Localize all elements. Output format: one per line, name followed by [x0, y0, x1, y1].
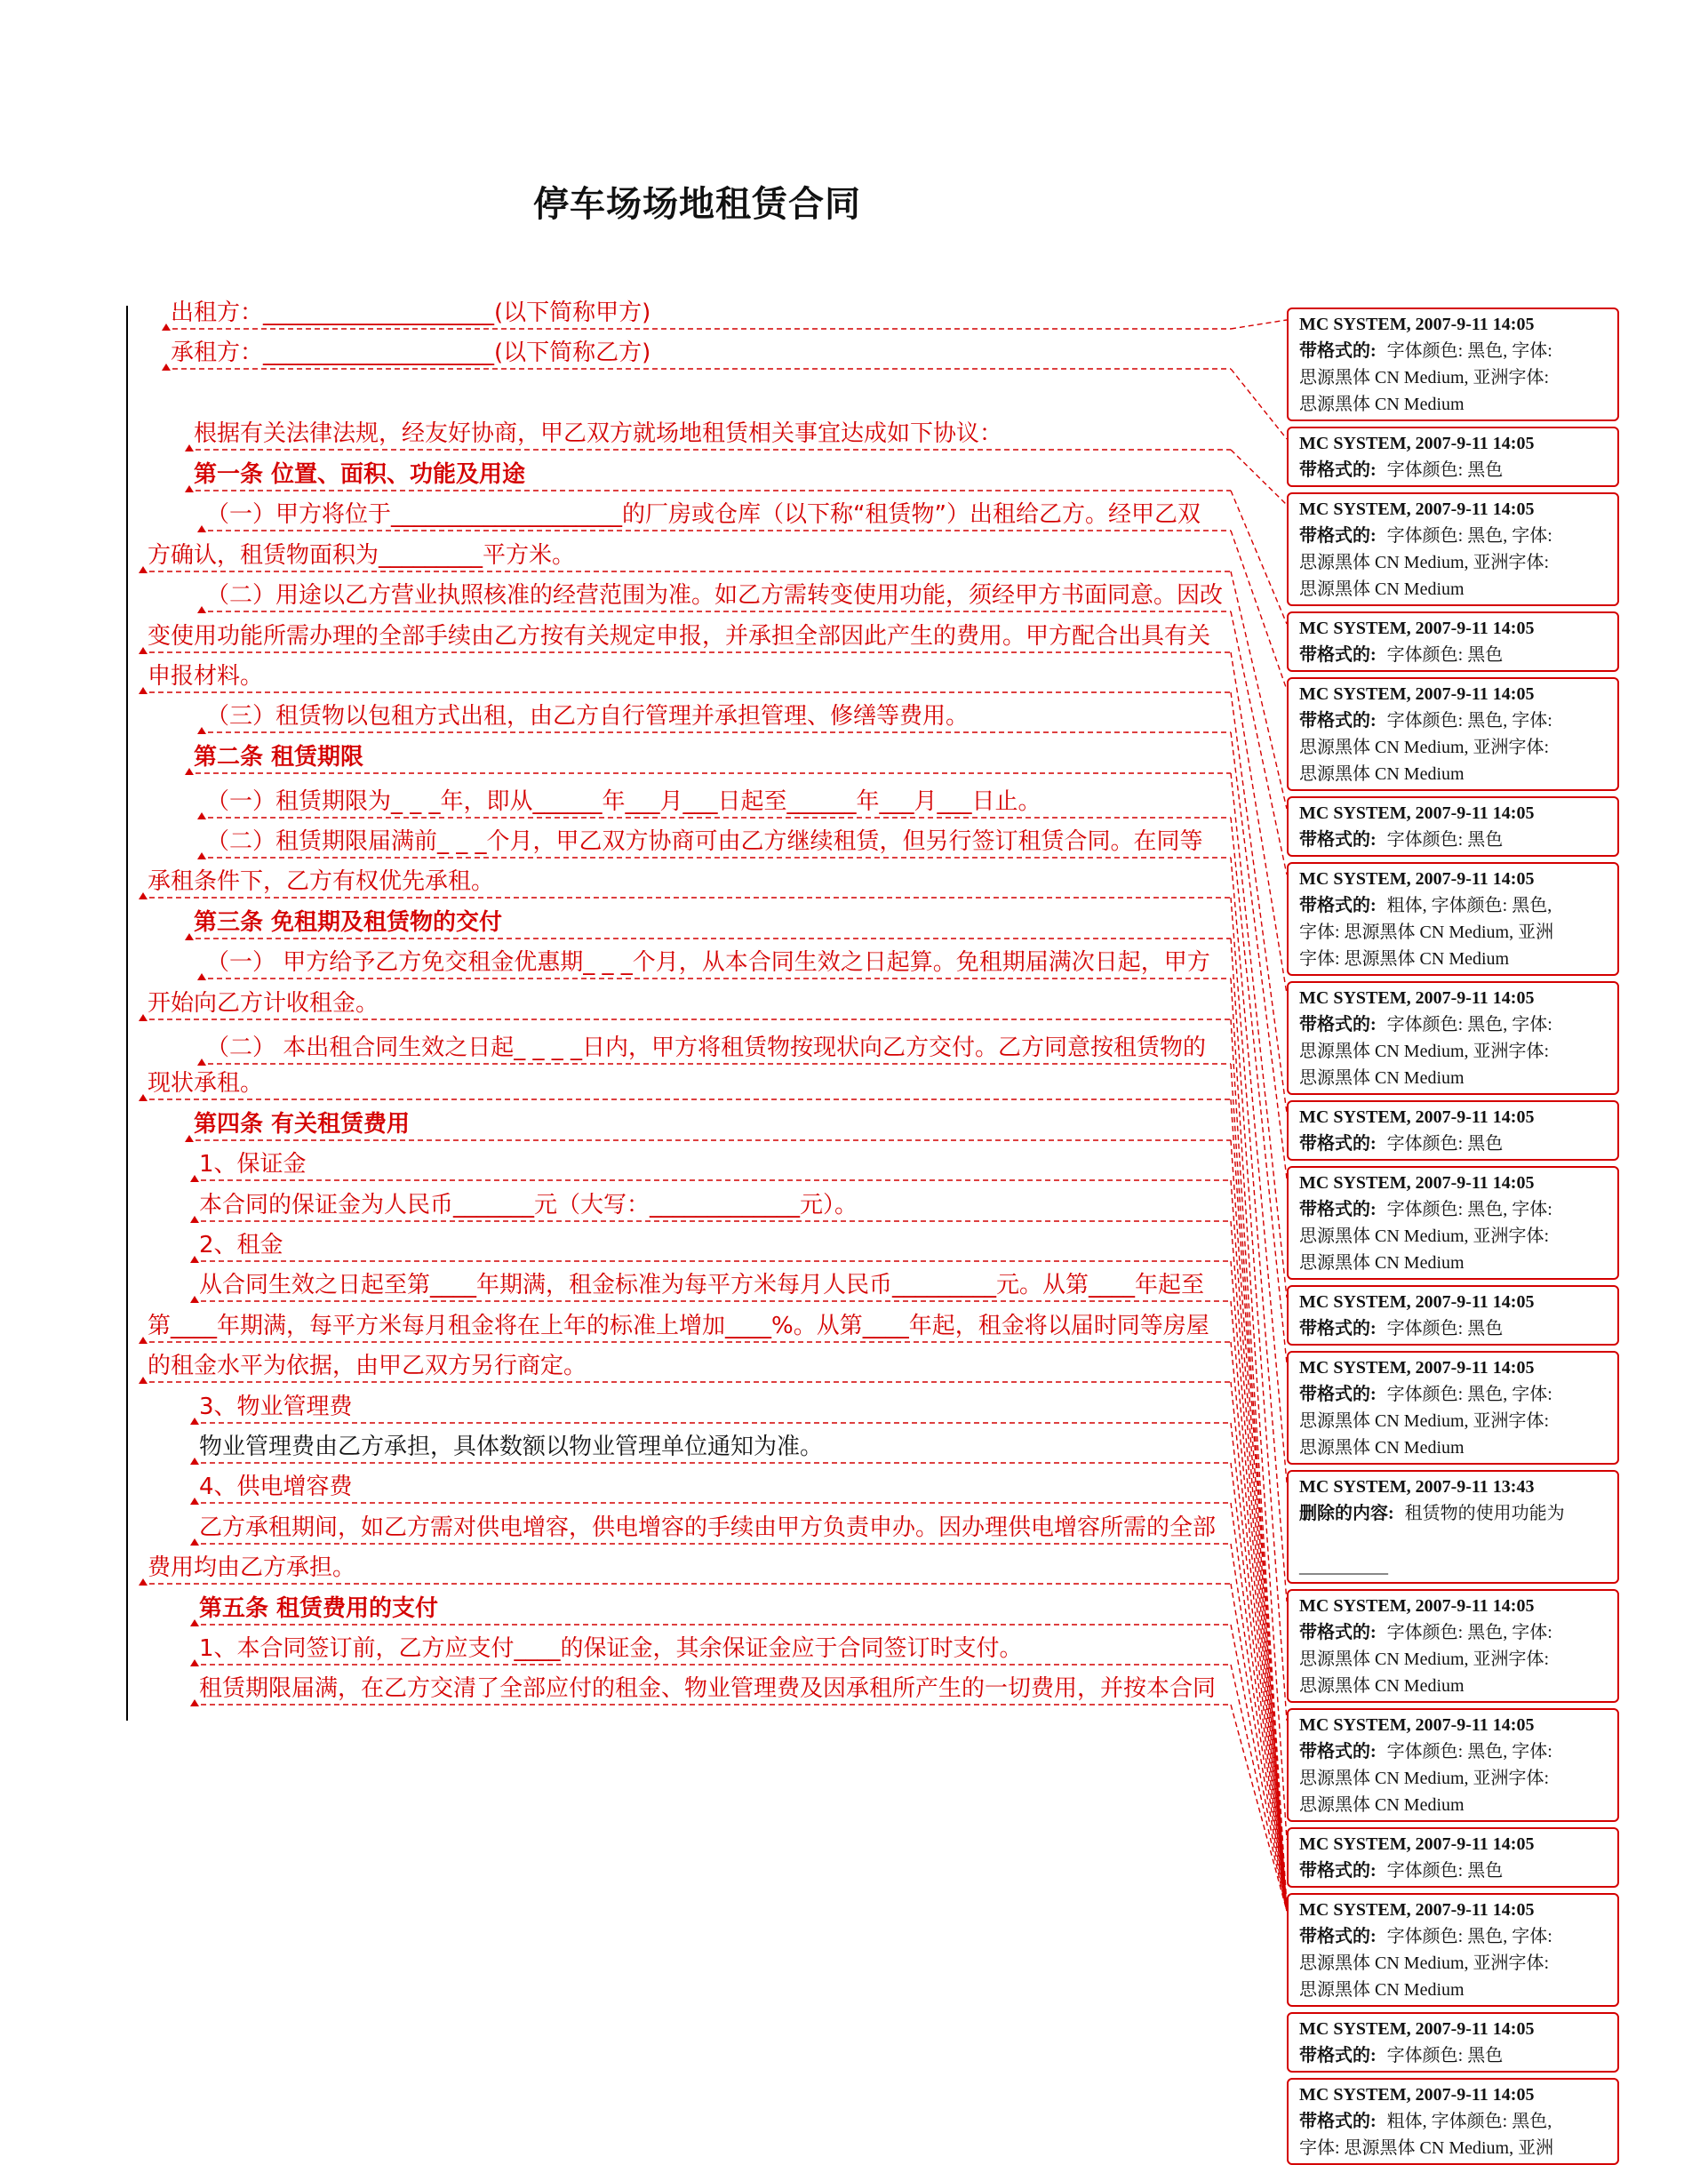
balloon-header: MC SYSTEM, 2007-9-11 14:05	[1299, 988, 1535, 1008]
document-line: 从合同生效之日起至第____年期满，租金标准为每平方米每月人民币_________元。从第____年起至	[199, 1272, 1205, 1298]
balloon-text: 字体颜色: 黑色	[1386, 1134, 1504, 1154]
revision-balloon[interactable]	[1287, 862, 1619, 976]
balloon-label: 带格式的:	[1299, 1134, 1377, 1154]
balloon-text: 思源黑体 CN Medium	[1299, 1253, 1465, 1273]
page-title: 停车场场地租赁合同	[533, 184, 861, 225]
document-line: 2、租金	[199, 1232, 283, 1258]
revision-balloon[interactable]	[1287, 1589, 1619, 1703]
balloon-header: MC SYSTEM, 2007-9-11 14:05	[1299, 2019, 1535, 2039]
balloon-text: 思源黑体 CN Medium, 亚洲字体:	[1299, 1411, 1550, 1431]
balloon-text: 字体颜色: 黑色, 字体:	[1386, 341, 1552, 361]
balloon-text: 字体颜色: 黑色	[1386, 830, 1504, 850]
balloon-text: 字体颜色: 黑色, 字体:	[1386, 1623, 1552, 1642]
balloon-label: 带格式的:	[1299, 830, 1377, 850]
balloon-label: 带格式的:	[1299, 1742, 1377, 1762]
document-line: 第二条 租赁期限	[194, 744, 364, 771]
revision-balloon[interactable]	[1287, 611, 1619, 672]
document-line: 根据有关法律法规，经友好协商，甲乙双方就场地租赁相关事宜达成如下协议：	[194, 420, 1003, 447]
balloon-header: MC SYSTEM, 2007-9-11 14:05	[1299, 1715, 1535, 1735]
balloon-text: 思源黑体 CN Medium, 亚洲字体:	[1299, 1769, 1550, 1788]
balloon-text: 字体颜色: 黑色, 字体:	[1386, 1385, 1552, 1404]
revision-balloon[interactable]	[1287, 1708, 1619, 1822]
balloon-text: 思源黑体 CN Medium	[1299, 764, 1465, 784]
document-line: 租赁期限届满，在乙方交清了全部应付的租金、物业管理费及因承租所产生的一切费用，并按本合同	[199, 1675, 1217, 1702]
document-line: （三）租赁物以包租方式出租，由乙方自行管理并承担管理、修缮等费用。	[206, 703, 970, 730]
balloon-label: 删除的内容:	[1299, 1504, 1394, 1523]
balloon-text: 字体颜色: 黑色, 字体:	[1386, 1200, 1552, 1219]
balloon-header: MC SYSTEM, 2007-9-11 13:43	[1299, 1477, 1535, 1497]
balloon-header: MC SYSTEM, 2007-9-11 14:05	[1299, 499, 1535, 519]
revision-balloon[interactable]	[1287, 1470, 1619, 1584]
balloon-text: 粗体, 字体颜色: 黑色,	[1386, 2112, 1552, 2131]
balloon-header: MC SYSTEM, 2007-9-11 14:05	[1299, 869, 1535, 889]
balloon-text: 思源黑体 CN Medium	[1299, 1676, 1465, 1696]
balloon-label: 带格式的:	[1299, 1015, 1377, 1035]
document-line: （一）甲方将位于____________________的厂房或仓库（以下称“租赁物”）出租给乙方。经甲乙双	[206, 501, 1201, 528]
balloon-header: MC SYSTEM, 2007-9-11 14:05	[1299, 1107, 1535, 1127]
balloon-text: 字体颜色: 黑色, 字体:	[1386, 1015, 1552, 1035]
balloon-text: 思源黑体 CN Medium	[1299, 1068, 1465, 1088]
balloon-text: 思源黑体 CN Medium, 亚洲字体:	[1299, 553, 1550, 572]
balloon-text: 字体: 思源黑体 CN Medium, 亚洲	[1299, 923, 1554, 942]
document-line: 现状承租。	[148, 1070, 264, 1097]
balloon-text: 思源黑体 CN Medium, 亚洲字体:	[1299, 738, 1550, 757]
balloon-text: 思源黑体 CN Medium, 亚洲字体:	[1299, 1650, 1550, 1669]
balloon-text: __________	[1299, 1557, 1388, 1577]
balloon-header: MC SYSTEM, 2007-9-11 14:05	[1299, 1173, 1535, 1193]
document-line: 第三条 免租期及租赁物的交付	[194, 909, 503, 936]
revision-balloon[interactable]	[1287, 1166, 1619, 1280]
revision-balloon[interactable]	[1287, 1100, 1619, 1161]
document-line: 第一条 位置、面积、功能及用途	[194, 461, 526, 488]
revision-balloon[interactable]	[1287, 1351, 1619, 1465]
balloon-header: MC SYSTEM, 2007-9-11 14:05	[1299, 619, 1535, 638]
balloon-text: 思源黑体 CN Medium	[1299, 579, 1465, 599]
balloon-text: 思源黑体 CN Medium, 亚洲字体:	[1299, 1953, 1550, 1973]
balloon-text: 字体颜色: 黑色	[1386, 460, 1504, 480]
revision-balloon[interactable]	[1287, 796, 1619, 857]
balloon-text: 思源黑体 CN Medium	[1299, 395, 1465, 414]
document-line: 承租条件下，乙方有权优先承租。	[148, 868, 495, 895]
balloon-label: 带格式的:	[1299, 1385, 1377, 1404]
document-line: 3、物业管理费	[199, 1394, 353, 1420]
balloon-label: 带格式的:	[1299, 896, 1377, 915]
balloon-text: 字体: 思源黑体 CN Medium	[1299, 949, 1510, 969]
document-line: 开始向乙方计收租金。	[148, 990, 379, 1017]
balloon-label: 带格式的:	[1299, 2112, 1377, 2131]
document-line: 申报材料。	[148, 663, 264, 690]
document-line: 物业管理费由乙方承担，具体数额以物业管理单位通知为准。	[199, 1434, 824, 1460]
balloon-text	[1299, 1527, 1608, 1554]
document-line: 本合同的保证金为人民币_______元（大写：_____________元）。	[199, 1192, 858, 1218]
balloon-label: 带格式的:	[1299, 1861, 1377, 1881]
revision-balloon[interactable]	[1287, 677, 1619, 791]
document-line: 出租方：____________________(以下简称甲方)	[171, 300, 651, 326]
revision-balloon[interactable]	[1287, 308, 1619, 421]
balloon-header: MC SYSTEM, 2007-9-11 14:05	[1299, 1900, 1535, 1920]
balloon-text: 字体颜色: 黑色	[1386, 2046, 1504, 2065]
document-line: 4、供电增容费	[199, 1474, 353, 1500]
document-line: 1、保证金	[199, 1151, 307, 1178]
revision-balloon[interactable]	[1287, 1893, 1619, 2007]
document-line: 承租方：____________________(以下简称乙方)	[171, 340, 651, 366]
revision-balloon[interactable]	[1287, 981, 1619, 1095]
document-line: （二） 本出租合同生效之日起_ _ _ _日内，甲方将租赁物按现状向乙方交付。乙方同意按租赁物的	[206, 1035, 1207, 1061]
document-line: 方确认，租赁物面积为_________平方米。	[148, 542, 576, 569]
balloon-header: MC SYSTEM, 2007-9-11 14:05	[1299, 434, 1535, 453]
revision-balloon[interactable]	[1287, 1285, 1619, 1346]
balloon-header: MC SYSTEM, 2007-9-11 14:05	[1299, 684, 1535, 704]
balloon-label: 带格式的:	[1299, 1623, 1377, 1642]
balloon-label: 带格式的:	[1299, 1200, 1377, 1219]
balloon-text: 思源黑体 CN Medium, 亚洲字体:	[1299, 1226, 1550, 1246]
document-line: 1、本合同签订前，乙方应支付____的保证金，其余保证金应于合同签订时支付。	[199, 1635, 1023, 1662]
balloon-header: MC SYSTEM, 2007-9-11 14:05	[1299, 803, 1535, 823]
revision-balloon[interactable]	[1287, 2012, 1619, 2073]
document-line: 变使用功能所需办理的全部手续由乙方按有关规定申报，并承担全部因此产生的费用。甲方配合出具有关	[148, 623, 1211, 650]
revision-balloon-column	[1287, 308, 1624, 2158]
revision-balloon[interactable]	[1287, 2078, 1619, 2165]
balloon-text: 字体颜色: 黑色	[1386, 645, 1504, 665]
balloon-text: 字体颜色: 黑色	[1386, 1319, 1504, 1338]
balloon-text: 字体颜色: 黑色	[1386, 1861, 1504, 1881]
revision-balloon[interactable]	[1287, 1827, 1619, 1888]
balloon-label: 带格式的:	[1299, 711, 1377, 731]
balloon-label: 带格式的:	[1299, 1319, 1377, 1338]
balloon-text: 思源黑体 CN Medium	[1299, 1438, 1465, 1458]
document-line: 费用均由乙方承担。	[148, 1554, 356, 1581]
balloon-label: 带格式的:	[1299, 341, 1377, 361]
balloon-label: 带格式的:	[1299, 1927, 1377, 1946]
balloon-text: 思源黑体 CN Medium	[1299, 1795, 1465, 1815]
revision-balloon[interactable]	[1287, 427, 1619, 487]
document-line: （一） 甲方给予乙方免交租金优惠期_ _ _个月，从本合同生效之日起算。免租期届满次日起，甲方	[206, 949, 1210, 976]
balloon-header: MC SYSTEM, 2007-9-11 14:05	[1299, 1834, 1535, 1854]
balloon-label: 带格式的:	[1299, 460, 1377, 480]
balloon-header: MC SYSTEM, 2007-9-11 14:05	[1299, 1292, 1535, 1312]
document-line: （二）用途以乙方营业执照核准的经营范围为准。如乙方需转变使用功能，须经甲方书面同意。因改	[206, 582, 1224, 609]
balloon-header: MC SYSTEM, 2007-9-11 14:05	[1299, 1358, 1535, 1378]
document-line: 第____年期满，每平方米每月租金将在上年的标准上增加____%。从第____年起，租金将以届时同等房屋	[148, 1313, 1209, 1339]
balloon-text: 思源黑体 CN Medium, 亚洲字体:	[1299, 368, 1550, 387]
document-line: 第五条 租赁费用的支付	[199, 1595, 439, 1622]
document-line: （一）租赁期限为_ _ _年，即从______年___月___日起至______年___月___日止。	[206, 788, 1042, 815]
balloon-label: 带格式的:	[1299, 526, 1377, 546]
balloon-text: 字体: 思源黑体 CN Medium, 亚洲	[1299, 2138, 1554, 2158]
document-line: 乙方承租期间，如乙方需对供电增容，供电增容的手续由甲方负责申办。因办理供电增容所需的全部	[199, 1514, 1217, 1541]
balloon-header: MC SYSTEM, 2007-9-11 14:05	[1299, 1596, 1535, 1616]
balloon-text: 思源黑体 CN Medium, 亚洲字体:	[1299, 1042, 1550, 1061]
balloon-label: 带格式的:	[1299, 645, 1377, 665]
balloon-text: 字体颜色: 黑色, 字体:	[1386, 526, 1552, 546]
balloon-text: 粗体, 字体颜色: 黑色,	[1386, 896, 1552, 915]
document-line: 第四条 有关租赁费用	[194, 1111, 411, 1138]
balloon-text: 字体颜色: 黑色, 字体:	[1386, 1742, 1552, 1762]
balloon-header: MC SYSTEM, 2007-9-11 14:05	[1299, 2085, 1535, 2105]
balloon-text: 字体颜色: 黑色, 字体:	[1386, 1927, 1552, 1946]
revision-balloon[interactable]	[1287, 492, 1619, 606]
document-line: 的租金水平为依据，由甲乙双方另行商定。	[148, 1353, 587, 1379]
balloon-header: MC SYSTEM, 2007-9-11 14:05	[1299, 315, 1535, 334]
balloon-text: 租赁物的使用功能为	[1404, 1504, 1565, 1523]
document-line: （二）租赁期限届满前_ _ _个月，甲乙双方协商可由乙方继续租赁，但另行签订租赁合同。在同等	[206, 828, 1203, 855]
balloon-text: 字体颜色: 黑色, 字体:	[1386, 711, 1552, 731]
balloon-label: 带格式的:	[1299, 2046, 1377, 2065]
balloon-text: 思源黑体 CN Medium	[1299, 1980, 1465, 2000]
